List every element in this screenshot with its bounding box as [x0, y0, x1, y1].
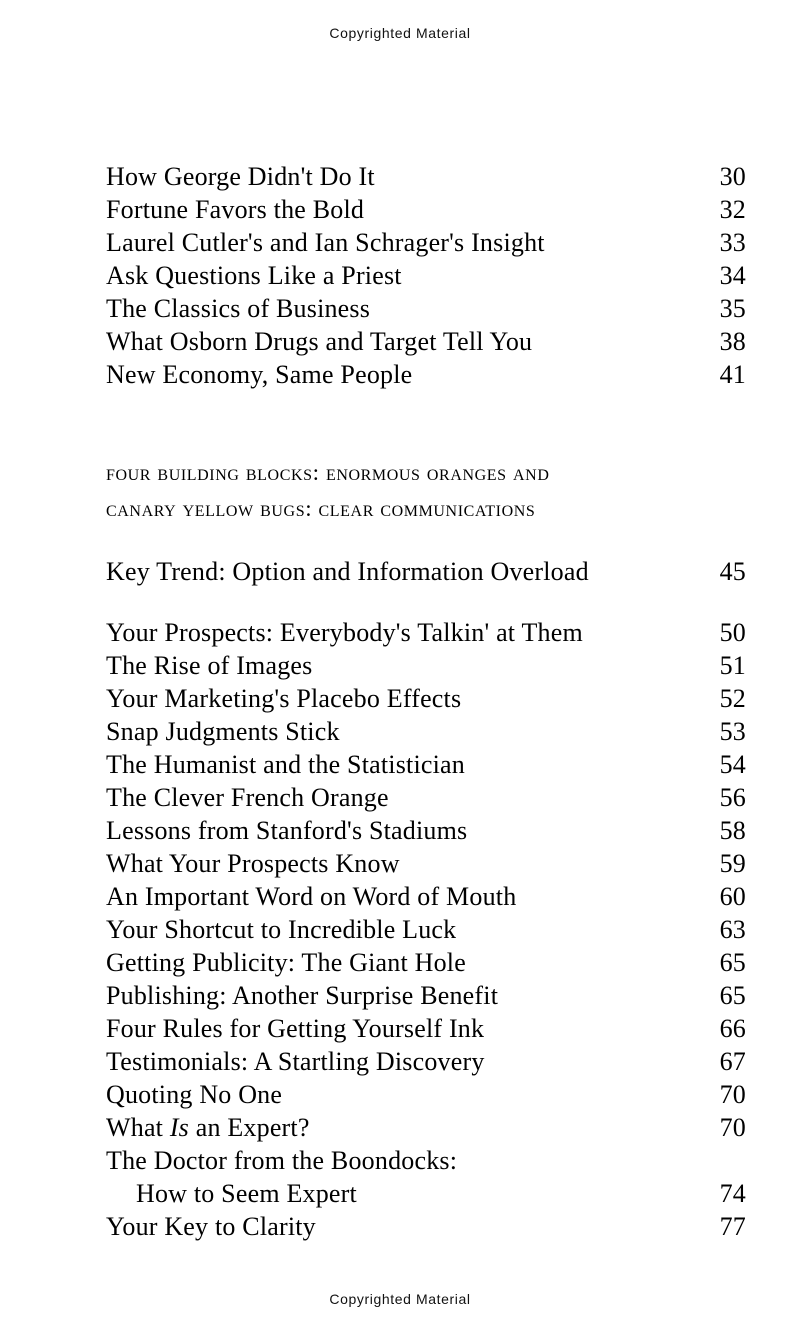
expert-italic-word: Is	[169, 1113, 189, 1142]
toc-entry-page: 65	[719, 981, 746, 1010]
toc-entry-page: 54	[719, 750, 746, 779]
toc-entry-page: 74	[719, 1179, 746, 1208]
expert-suffix: an Expert?	[189, 1113, 310, 1142]
toc-entry-page: 59	[719, 849, 746, 878]
toc-entry-title: Snap Judgments Stick	[106, 717, 340, 746]
toc-entry-title: Laurel Cutler's and Ian Schrager's Insight	[106, 228, 545, 257]
list-item[interactable]	[106, 1012, 746, 1045]
toc-entry-page: 51	[719, 651, 746, 680]
copyright-watermark-top: Copyrighted Material	[329, 25, 471, 41]
list-item[interactable]	[106, 292, 746, 325]
toc-entry-page: 77	[719, 1212, 746, 1241]
toc-entry-title: The Humanist and the Statistician	[106, 750, 465, 779]
toc-entry-title	[106, 1111, 310, 1144]
toc-entry-title: Getting Publicity: The Giant Hole	[106, 948, 466, 977]
toc-group-one	[106, 160, 746, 391]
list-item[interactable]	[106, 226, 746, 259]
toc-entry-title: Your Key to Clarity	[106, 1212, 316, 1241]
section-heading-line-2: canary yellow bugs: clear communications	[106, 496, 536, 521]
list-item[interactable]	[106, 781, 746, 814]
toc-entry-title: Fortune Favors the Bold	[106, 195, 365, 224]
spacer	[106, 527, 746, 555]
list-item[interactable]	[106, 979, 746, 1012]
toc-entry-page: 52	[719, 684, 746, 713]
expert-prefix: What	[106, 1113, 170, 1142]
toc-entry-page: 66	[719, 1014, 746, 1043]
toc-entry-title: New Economy, Same People	[106, 360, 413, 389]
toc-entry-page: 65	[719, 948, 746, 977]
toc-entry-title: The Classics of Business	[106, 294, 371, 323]
toc-entry-title: Publishing: Another Surprise Benefit	[106, 981, 499, 1010]
toc-entry-doctor-line-1[interactable]	[106, 1144, 746, 1177]
list-item[interactable]	[106, 946, 746, 979]
toc-entry-title: The Clever French Orange	[106, 783, 389, 812]
toc-entry-page: 45	[719, 557, 746, 586]
list-item[interactable]	[106, 193, 746, 226]
table-of-contents	[106, 160, 746, 1243]
toc-entry-page: 38	[719, 327, 746, 356]
list-item[interactable]	[106, 649, 746, 682]
toc-entry-title: What Osborn Drugs and Target Tell You	[106, 327, 533, 356]
list-item[interactable]	[106, 1078, 746, 1111]
toc-entry-page: 60	[719, 882, 746, 911]
toc-entry-title: Four Rules for Getting Yourself Ink	[106, 1014, 485, 1043]
list-item[interactable]	[106, 358, 746, 391]
toc-entry-page: 30	[719, 162, 746, 191]
toc-entry-page: 67	[719, 1047, 746, 1076]
toc-entry-title: The Rise of Images	[106, 651, 313, 680]
toc-entry-title: An Important Word on Word of Mouth	[106, 882, 517, 911]
toc-entry-page: 63	[719, 915, 746, 944]
toc-entry-title: How to Seem Expert	[136, 1179, 357, 1208]
toc-entry-title: Testimonials: A Startling Discovery	[106, 1047, 485, 1076]
spacer	[106, 588, 746, 616]
list-item[interactable]	[106, 847, 746, 880]
toc-entry-title: How George Didn't Do It	[106, 162, 375, 191]
toc-entry-page: 70	[719, 1113, 746, 1142]
toc-entry-title: The Doctor from the Boondocks:	[106, 1146, 458, 1175]
list-item[interactable]	[106, 913, 746, 946]
list-item[interactable]	[106, 814, 746, 847]
list-item[interactable]	[106, 1045, 746, 1078]
toc-entry-page: 34	[719, 261, 746, 290]
toc-entry-title: Quoting No One	[106, 1080, 283, 1109]
toc-entry-page: 58	[719, 816, 746, 845]
list-item[interactable]	[106, 616, 746, 649]
toc-entry-page: 53	[719, 717, 746, 746]
list-item[interactable]	[106, 682, 746, 715]
toc-entry-what-is-an-expert[interactable]	[106, 1111, 746, 1144]
toc-entry-page: 70	[719, 1080, 746, 1109]
toc-entry-title: Your Prospects: Everybody's Talkin' at Them	[106, 618, 583, 647]
toc-group-two	[106, 616, 746, 1243]
toc-entry-page: 32	[719, 195, 746, 224]
list-item[interactable]	[106, 160, 746, 193]
toc-entry-title: Your Marketing's Placebo Effects	[106, 684, 462, 713]
list-item[interactable]	[106, 1210, 746, 1243]
toc-entry-title: Key Trend: Option and Information Overload	[106, 557, 589, 586]
list-item[interactable]	[106, 259, 746, 292]
list-item[interactable]	[106, 715, 746, 748]
toc-entry-title: Ask Questions Like a Priest	[106, 261, 402, 290]
toc-entry-title: Lessons from Stanford's Stadiums	[106, 816, 468, 845]
toc-entry-page: 56	[719, 783, 746, 812]
toc-entry-page: 35	[719, 294, 746, 323]
section-heading-line-1: four building blocks: enormous oranges and	[106, 460, 550, 485]
list-item[interactable]	[106, 325, 746, 358]
list-item[interactable]	[106, 748, 746, 781]
toc-entry-title: Your Shortcut to Incredible Luck	[106, 915, 457, 944]
section-heading	[106, 455, 726, 527]
copyright-watermark-bottom: Copyrighted Material	[329, 1291, 471, 1307]
toc-entry-doctor-line-2[interactable]	[106, 1177, 746, 1210]
toc-entry-page: 41	[719, 360, 746, 389]
toc-entry-page: 50	[719, 618, 746, 647]
toc-entry-page: 33	[719, 228, 746, 257]
toc-entry-key-trend[interactable]	[106, 555, 746, 588]
spacer	[106, 391, 746, 455]
toc-entry-title: What Your Prospects Know	[106, 849, 400, 878]
list-item[interactable]	[106, 880, 746, 913]
